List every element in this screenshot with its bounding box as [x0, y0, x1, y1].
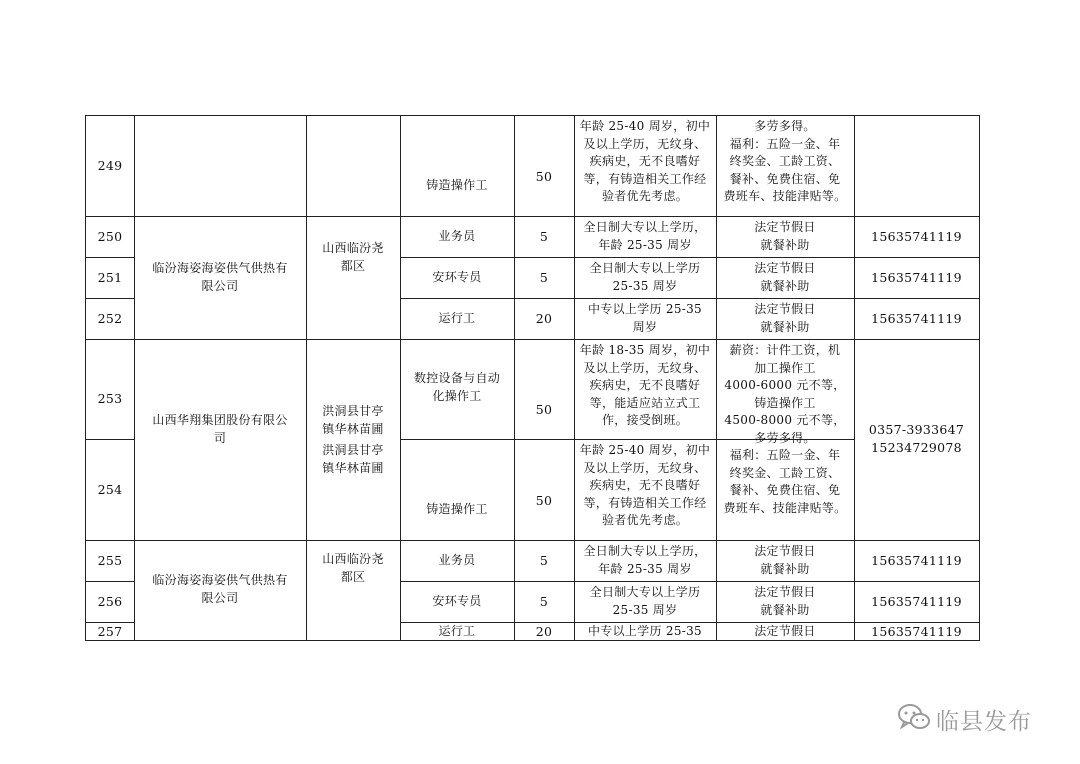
requirements: 全日制大专以上学历 25-35 周岁 — [589, 585, 701, 617]
headcount: 5 — [539, 594, 549, 609]
job-title: 安环专员 — [432, 594, 482, 608]
company-name: 山西华翔集团股份有限公 司 — [152, 413, 288, 445]
contact-phone: 0357-3933647 15234729078 — [868, 422, 965, 455]
row-divider — [85, 581, 135, 582]
benefits: 法定节假日 就餐补助 — [754, 261, 816, 293]
job-title: 安环专员 — [432, 270, 482, 284]
row-divider — [85, 339, 979, 340]
table-border-right — [979, 115, 980, 641]
benefits: 法定节假日 就餐补助 — [754, 585, 816, 617]
row-divider — [400, 257, 979, 258]
job-title: 运行工 — [438, 311, 476, 325]
company-name: 临汾海姿海姿供气供热有 限公司 — [152, 261, 288, 293]
watermark-text: 临县发布 — [936, 708, 1032, 735]
row-divider — [400, 581, 979, 582]
contact-phone: 15635741119 — [871, 311, 962, 326]
row-number: 250 — [97, 229, 123, 244]
row-number: 249 — [97, 158, 123, 173]
benefits: 法定节假日 就餐补助 — [754, 302, 816, 334]
work-location: 洪洞县甘亭 镇华林苗圃 — [322, 443, 384, 475]
job-title: 数控设备与自动 化操作工 — [413, 371, 501, 403]
job-title: 运行工 — [438, 624, 476, 638]
job-title: 业务员 — [438, 553, 476, 567]
work-location: 洪洞县甘亭 镇华林苗圃 — [322, 404, 384, 436]
row-number: 257 — [97, 624, 123, 639]
row-number: 255 — [97, 553, 123, 568]
job-title: 业务员 — [438, 229, 476, 243]
wechat-icon — [896, 702, 932, 736]
contact-phone: 15635741119 — [871, 270, 962, 285]
watermark — [896, 701, 1056, 737]
requirements: 中专以上学历 25-35 — [587, 624, 702, 638]
requirements: 中专以上学历 25-35 周岁 — [587, 302, 702, 334]
contact-phone: 15635741119 — [871, 624, 962, 639]
table-border-top — [85, 115, 979, 116]
requirements: 年龄 25-40 周岁，初中 及以上学历，无纹身、 疾病史，无不良嗜好 等，有铸造相关工作经 验者优先考虑。 — [579, 119, 711, 203]
benefits: 法定节假日 就餐补助 — [754, 544, 816, 576]
requirements: 全日制大专以上学历， 年龄 25-35 周岁 — [583, 220, 707, 252]
row-number: 253 — [97, 391, 123, 406]
benefits: 多劳多得。 福利：五险一金、年 终奖金、工龄工资、 餐补、免费住宿、免 费班车、技能津贴等。 — [723, 119, 847, 203]
requirements: 全日制大专以上学历 25-35 周岁 — [589, 261, 701, 293]
benefits: 法定节假日 — [754, 624, 816, 638]
work-location: 山西临汾尧 都区 — [322, 552, 384, 584]
company-name: 临汾海姿海姿供气供热有 限公司 — [152, 573, 288, 605]
row-divider — [85, 216, 979, 217]
headcount: 50 — [535, 169, 553, 184]
benefits: 法定节假日 就餐补助 — [754, 220, 816, 252]
row-divider — [85, 540, 979, 541]
contact-phone: 15635741119 — [871, 553, 962, 568]
contact-phone: 15635741119 — [871, 594, 962, 609]
contact-phone: 15635741119 — [871, 229, 962, 244]
headcount: 5 — [539, 270, 549, 285]
headcount: 5 — [539, 229, 549, 244]
requirements: 年龄 25-40 周岁，初中 及以上学历，无纹身、 疾病史，无不良嗜好 等，有铸造相关工作经 验者优先考虑。 — [579, 443, 711, 527]
headcount: 20 — [535, 311, 553, 326]
work-location: 山西临汾尧 都区 — [322, 241, 384, 273]
row-number: 251 — [97, 270, 123, 285]
headcount: 5 — [539, 553, 549, 568]
row-divider — [85, 298, 135, 299]
job-title: 铸造操作工 — [426, 502, 488, 516]
headcount: 50 — [535, 402, 553, 417]
row-number: 252 — [97, 311, 123, 326]
row-divider — [400, 298, 979, 299]
row-number: 254 — [97, 482, 123, 497]
headcount: 20 — [535, 624, 553, 639]
requirements: 年龄 18-35 周岁，初中 及以上学历，无纹身、 疾病史，无不良嗜好 等，能适应站立式工 作，接受倒班。 — [579, 343, 711, 427]
row-number: 256 — [97, 594, 123, 609]
benefits: 薪资：计件工资，机 加工操作工 4000-6000 元不等， 铸造操作工 4500-8000 元不等， 多劳多得。 福利：五险一金、年 终奖金、工龄工资、 餐补、免费住宿、免 费班车、技能津贴等。 — [723, 343, 847, 515]
row-divider — [85, 439, 135, 440]
requirements: 全日制大专以上学历， 年龄 25-35 周岁 — [583, 544, 707, 576]
headcount: 50 — [535, 493, 553, 508]
job-title: 铸造操作工 — [426, 178, 488, 192]
row-divider — [85, 257, 135, 258]
